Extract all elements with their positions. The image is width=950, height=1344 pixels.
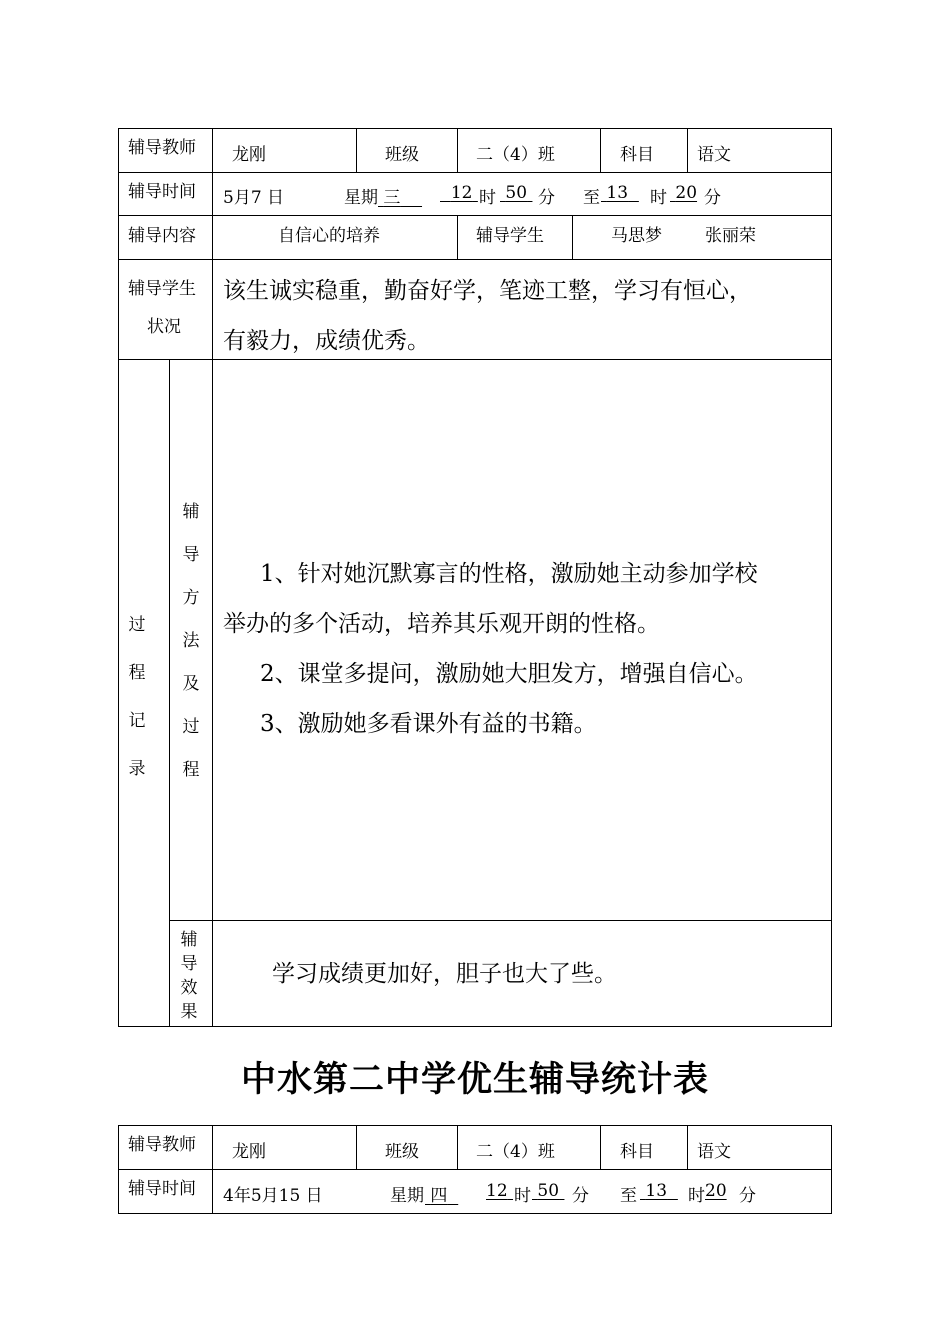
method-label (181, 497, 201, 798)
weekday-label: 星期 (344, 188, 378, 208)
content-value: 自信心的培养 (278, 226, 380, 246)
end-hour: 13 (645, 1181, 668, 1201)
label-char: 程 (182, 760, 200, 780)
method-text: 举办的多个活动，培养其乐观开朗的性格。 (223, 611, 660, 637)
table-line (118, 1213, 832, 1214)
class-value: 二（4）班 (476, 1142, 555, 1162)
label-char: 程 (128, 663, 146, 683)
table-line (118, 259, 832, 260)
end-hour: 13 (606, 183, 629, 203)
table-line (457, 1125, 458, 1169)
method-text: 1、针对她沉默寡言的性格，激励她主动参加学校 (260, 561, 758, 587)
table-line (457, 215, 458, 259)
status-label: 状况 (147, 317, 181, 337)
label-char: 过 (128, 615, 146, 635)
date-value: 4年5月15 日 (223, 1186, 323, 1206)
table-line (118, 1026, 832, 1027)
table-line (212, 128, 213, 1027)
table-line (572, 215, 573, 259)
table-line (169, 359, 170, 1027)
time-label: 辅导时间 (128, 182, 196, 202)
weekday-label: 星期 (390, 1186, 424, 1206)
table-line (118, 359, 832, 360)
status-label: 辅导学生 (128, 279, 196, 299)
table-line (356, 1125, 357, 1169)
table-line (600, 128, 601, 172)
table-line (212, 1125, 213, 1214)
table-line (118, 215, 832, 216)
process-label (127, 610, 147, 802)
label-char: 导 (182, 545, 200, 565)
effect-text: 学习成绩更加好，胆子也大了些。 (272, 961, 617, 987)
date-value: 5月7 日 (223, 188, 285, 208)
label-char: 录 (128, 759, 146, 779)
table-line (831, 128, 832, 1027)
subject-value: 语文 (697, 145, 731, 165)
hour-unit: 时 (688, 1186, 705, 1206)
table-line (356, 128, 357, 172)
minute-unit: 分 (572, 1186, 589, 1206)
label-char: 方 (182, 588, 200, 608)
minute-unit: 分 (739, 1186, 756, 1206)
content-label: 辅导内容 (128, 226, 196, 246)
teacher-label: 辅导教师 (128, 1135, 196, 1155)
weekday-value: 四 (430, 1186, 448, 1206)
class-value: 二（4）班 (476, 145, 555, 165)
status-text: 该生诚实稳重，勤奋好学，笔迹工整，学习有恒心， (223, 278, 752, 304)
hour-unit: 时 (650, 188, 667, 208)
table-line (687, 128, 688, 172)
table-line (457, 128, 458, 172)
class-label: 班级 (385, 145, 419, 165)
label-char: 辅 (182, 502, 200, 522)
table-line (118, 1169, 832, 1170)
to-label: 至 (583, 188, 600, 208)
method-text: 2、课堂多提问，激励她大胆发方，增强自信心。 (260, 661, 758, 687)
method-text: 3、激励她多看课外有益的书籍。 (260, 711, 597, 737)
minute-unit: 分 (538, 188, 555, 208)
end-minute: 20 (705, 1181, 727, 1201)
minute-unit: 分 (704, 188, 721, 208)
start-hour: 12 (450, 183, 473, 203)
label-char: 果 (180, 1002, 198, 1022)
weekday-value: 三 (383, 188, 401, 208)
to-label: 至 (620, 1186, 637, 1206)
subject-value: 语文 (697, 1142, 731, 1162)
effect-label (179, 925, 199, 1021)
end-minute: 20 (675, 183, 698, 203)
label-char: 及 (182, 674, 200, 694)
table-line (118, 172, 832, 173)
time-label: 辅导时间 (128, 1179, 196, 1199)
start-minute: 50 (505, 183, 528, 203)
start-minute: 50 (537, 1181, 560, 1201)
label-char: 效 (180, 978, 198, 998)
label-char: 过 (182, 717, 200, 737)
table-line (118, 128, 832, 129)
label-char: 辅 (180, 930, 198, 950)
label-char: 导 (180, 954, 198, 974)
subject-label: 科目 (620, 145, 654, 165)
page-title: 中水第二中学优生辅导统计表 (240, 1059, 709, 1100)
table-line (118, 1125, 119, 1214)
hour-unit: 时 (514, 1186, 531, 1206)
label-char: 记 (128, 711, 146, 731)
teacher-label: 辅导教师 (128, 138, 196, 158)
table-line (118, 128, 119, 1027)
students-label: 辅导学生 (476, 226, 544, 246)
student-name: 张丽荣 (705, 226, 756, 246)
start-hour: 12 (486, 1181, 508, 1201)
table-line (831, 1125, 832, 1214)
table-line (118, 1125, 832, 1126)
table-line (600, 1125, 601, 1169)
table-line (169, 920, 832, 921)
teacher-value: 龙刚 (232, 145, 266, 165)
student-name: 马思梦 (611, 226, 662, 246)
label-char: 法 (182, 631, 200, 651)
subject-label: 科目 (620, 1142, 654, 1162)
teacher-value: 龙刚 (232, 1142, 266, 1162)
class-label: 班级 (385, 1142, 419, 1162)
table-line (687, 1125, 688, 1169)
status-text: 有毅力，成绩优秀。 (223, 328, 430, 354)
hour-unit: 时 (479, 188, 496, 208)
